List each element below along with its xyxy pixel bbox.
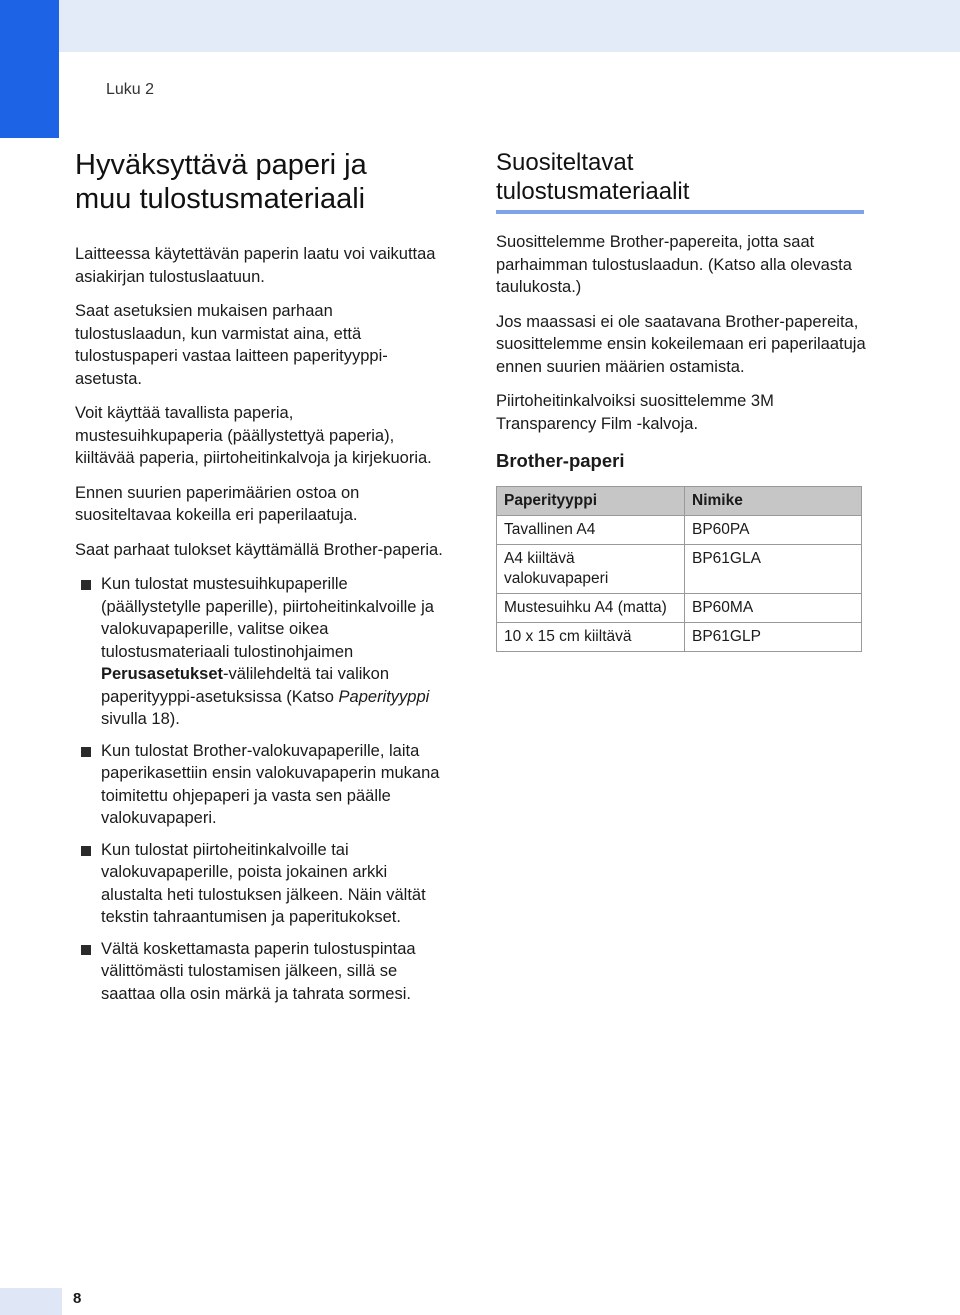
page-title-line-2: muu tulostusmateriaali [75,183,366,215]
square-bullet-icon [81,747,91,757]
bullet-bold-term: Perusasetukset [101,665,223,683]
paragraph: Ennen suurien paperimäärien ostoa on suositeltavaa kokeilla eri paperilaatuja. [75,483,360,524]
column-header-item: Nimike [685,487,862,516]
cell-item-code: BP61GLA [685,545,862,594]
cell-item-code: BP60PA [685,516,862,545]
table-row [497,516,862,545]
bullet-text: Kun tulostat Brother-valokuvapaperille, laita paperikasettiin ensin valokuvapaperin mukana toimitettu ohjepaperi ja vasta sen päälle valokuvapaperi. [101,741,440,827]
bullet-text-start: Kun tulostat mustesuihkupaperille (päällystetylle paperille), piirtoheitinkalvoille ja valokuvapaperille, valitse oikea tulostusmateriaali tulostinohjaimen [101,575,434,661]
intro-paragraphs [75,243,445,561]
page-number: 8 [73,1290,82,1307]
square-bullet-icon [81,846,91,856]
paragraph: Suosittelemme Brother-papereita, jotta saat parhaimman tulostuslaadun. (Katso alla olevasta taulukosta.) [496,233,852,296]
paragraph: Saat parhaat tulokset käyttämällä Brother-paperia. [75,540,443,559]
cell-paper-type: 10 x 15 cm kiiltävä [497,623,685,652]
page-title-line-1: Hyväksyttävä paperi ja [75,149,367,181]
table-row [497,623,862,652]
table-row [497,594,862,623]
left-column [75,148,445,1014]
table-row [497,545,862,594]
table-header-row [497,487,862,516]
section-title-line-1: Suositeltavat [496,149,634,176]
bullet-text: Vältä koskettamasta paperin tulostuspintaa välittömästi tulostamisen jälkeen, sillä se saattaa olla osin märkä ja tahrata sormesi. [101,939,416,1003]
footer-band [0,1288,62,1315]
bullet-list [75,573,445,1005]
paragraph: Voit käyttää tavallista paperia, mustesuihkupaperia (päällystettyä paperia), kiiltävää paperia, piirtoheitinkalvoja ja kirjekuoria. [75,404,432,467]
right-column [496,148,866,652]
paragraph: Piirtoheitinkalvoiksi suosittelemme 3M Transparency Film -kalvoja. [496,392,774,433]
paragraph: Jos maassasi ei ole saatavana Brother-papereita, suosittelemme ensin kokeilemaan eri paperilaatuja ennen suurien määrien ostamista. [496,312,866,376]
cell-paper-type: A4 kiiltävä valokuvapaperi [497,545,685,594]
list-item [75,573,445,731]
paragraph: Saat asetuksien mukaisen parhaan tulostuslaadun, kun varmistat aina, että tulostuspaperi vastaa laitteen paperityyppi-asetusta. [75,302,388,388]
section-title [496,148,864,214]
bullet-cross-reference[interactable]: Paperityyppi [338,687,430,706]
paragraph: Laitteessa käytettävän paperin laatu voi vaikuttaa asiakirjan tulostuslaatuun. [75,245,436,286]
column-header-paper-type: Paperityyppi [497,487,685,516]
bullet-text-middle: -välilehdeltä tai valikon paperityyppi-asetuksissa (Katso [101,665,390,706]
cell-item-code: BP61GLP [685,623,862,652]
chapter-tab [0,0,59,138]
cell-item-code: BP60MA [685,594,862,623]
cell-paper-type: Tavallinen A4 [497,516,685,545]
bullet-text: Kun tulostat piirtoheitinkalvoille tai valokuvapaperille, poista jokainen arkki alustalta heti tulostuksen jälkeen. Näin vältät tekstin tahraantumisen ja paperitukokset. [101,840,426,926]
list-item [75,938,445,1006]
list-item [75,839,445,929]
list-item [75,740,445,830]
square-bullet-icon [81,580,91,590]
header-band [59,0,960,52]
square-bullet-icon [81,945,91,955]
chapter-label: Luku 2 [106,81,155,98]
page-title [75,148,445,216]
bullet-text-end: sivulla 18). [101,710,180,728]
right-paragraphs [496,231,866,435]
subsection-title: Brother-paperi [496,450,625,471]
paper-table [496,486,862,652]
section-title-line-2: tulostusmateriaalit [496,178,690,205]
cell-paper-type: Mustesuihku A4 (matta) [497,594,685,623]
